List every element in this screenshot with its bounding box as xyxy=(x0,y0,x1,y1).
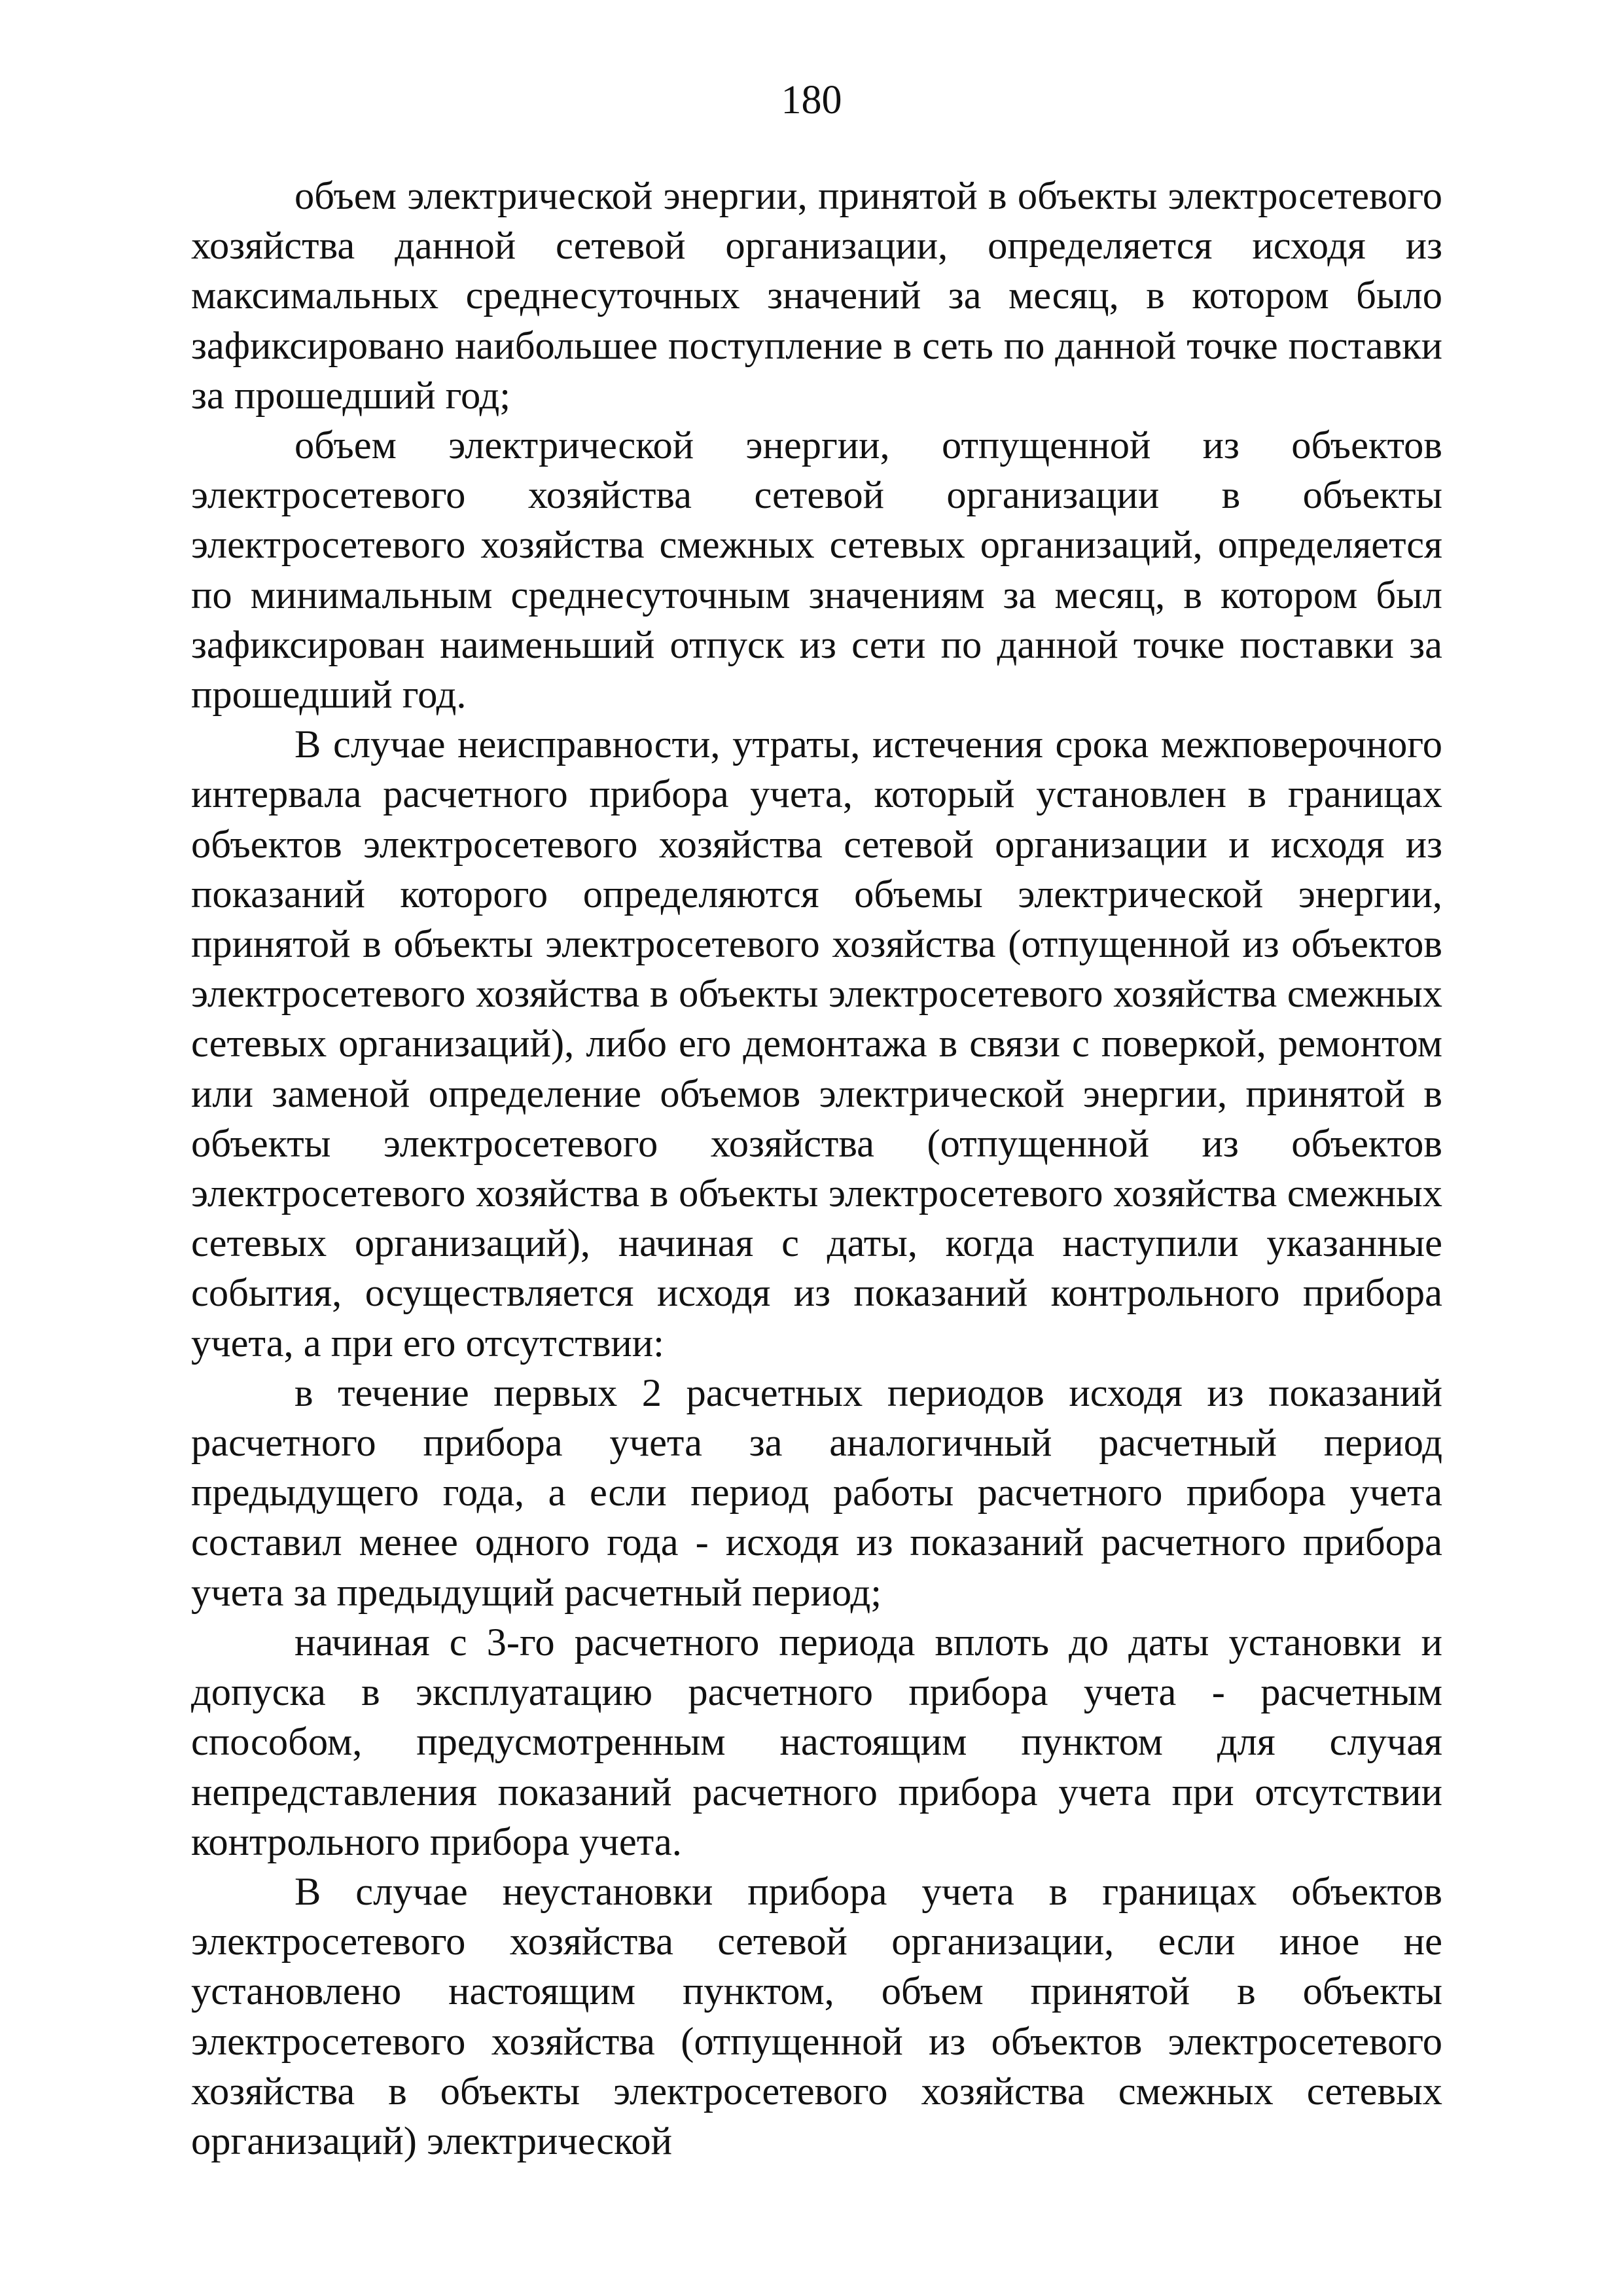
document-body xyxy=(191,171,1442,2166)
paragraph-received-volume: объем электрической энергии, принятой в объекты электросетевого хозяйства данной сетевой организации, определяется исходя из максимальных среднесуточных значений за месяц, в котором было зафиксировано наибольшее поступление в сеть по данной точке поставки за прошедший год; xyxy=(191,174,1442,418)
paragraph-meter-not-installed: В случае неустановки прибора учета в границах объектов электросетевого хозяйства сетевой организации, если иное не установлено настоящим пунктом, объем принятой в объекты электросетевого хозяйства (отпущенной из объектов электросетевого хозяйства в объекты электросетевого хозяйства смежных сетевых организаций) электрической xyxy=(191,1869,1442,2163)
paragraph-meter-malfunction: В случае неисправности, утраты, истечения срока межповерочного интервала расчетного прибора учета, который установлен в границах объектов электросетевого хозяйства сетевой организации и исходя из показаний которого определяются объемы электрической энергии, принятой в объекты электросетевого хозяйства (отпущенной из объектов электросетевого хозяйства в объекты электросетевого хозяйства смежных сетевых организаций), либо его демонтажа в связи с поверкой, ремонтом или заменой определение объемов электрической энергии, принятой в объекты электросетевого хозяйства (отпущенной из объектов электросетевого хозяйства в объекты электросетевого хозяйства смежных сетевых организаций), начиная с даты, когда наступили указанные события, осуществляется исходя из показаний контрольного прибора учета, а при его отсутствии: xyxy=(191,723,1442,1365)
page-number: 180 xyxy=(781,78,842,122)
paragraph-released-volume: объем электрической энергии, отпущенной из объектов электросетевого хозяйства сетевой организации в объекты электросетевого хозяйства смежных сетевых организаций, определяется по минимальным среднесуточным значениям за месяц, в котором был зафиксирован наименьший отпуск из сети по данной точке поставки за прошедший год. xyxy=(191,423,1442,717)
paragraph-from-third-period: начиная с 3-го расчетного периода вплоть до даты установки и допуска в эксплуатацию расчетного прибора учета - расчетным способом, предусмотренным настоящим пунктом для случая непредставления показаний расчетного прибора учета при отсутствии контрольного прибора учета. xyxy=(191,1620,1442,1864)
paragraph-first-two-periods: в течение первых 2 расчетных периодов исходя из показаний расчетного прибора учета за аналогичный расчетный период предыдущего года, а если период работы расчетного прибора учета составил менее одного года - исходя из показаний расчетного прибора учета за предыдущий расчетный период; xyxy=(191,1371,1442,1615)
